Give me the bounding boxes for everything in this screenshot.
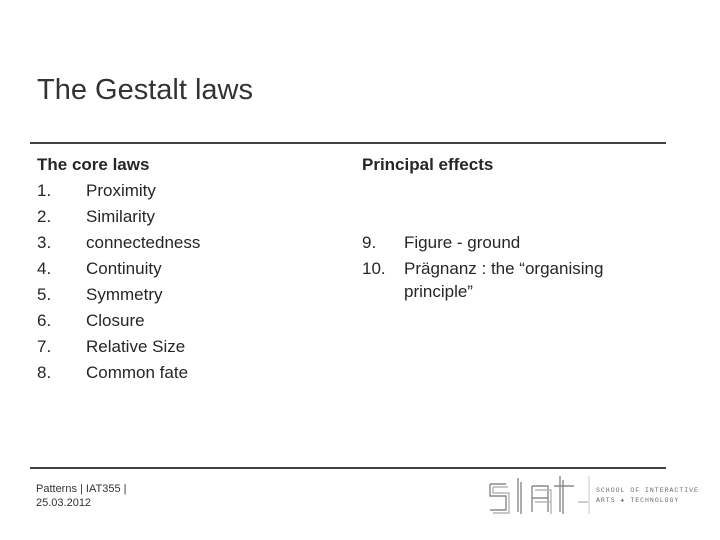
list-item (37, 308, 327, 334)
list-item-text: Proximity (86, 181, 156, 200)
principal-effects-column (362, 152, 662, 303)
list-item-number: 5. (37, 285, 52, 304)
slide-title: The Gestalt laws (37, 74, 253, 106)
principal-effects-heading: Principal effects (362, 155, 494, 174)
list-item-number: 6. (37, 311, 52, 330)
core-laws-heading: The core laws (37, 155, 150, 174)
list-item-text: Figure - ground (404, 233, 521, 252)
list-item-number: 1. (37, 181, 52, 200)
list-item-text: Similarity (86, 207, 155, 226)
list-item (37, 204, 327, 230)
list-item-number: 3. (37, 233, 52, 252)
list-item-number: 4. (37, 259, 52, 278)
logo-tagline (596, 486, 699, 506)
list-item-number: 10. (362, 259, 386, 278)
list-item-number: 2. (37, 207, 52, 226)
list-item (37, 334, 327, 360)
logo-tagline-line2: ARTS ✚ TECHNOLOGY (596, 497, 680, 504)
footer-date: 25.03.2012 (36, 497, 92, 509)
list-item (37, 360, 327, 386)
footer-info (36, 482, 127, 510)
list-item-text: Closure (86, 311, 145, 330)
logo-tagline-line1: SCHOOL OF INTERACTIVE (596, 487, 699, 494)
list-item-text: Common fate (86, 363, 189, 382)
list-item-text: Symmetry (86, 285, 163, 304)
list-item-text: connectedness (86, 233, 201, 252)
siat-logo (488, 472, 590, 521)
list-item (37, 256, 327, 282)
core-laws-column (37, 152, 327, 386)
footer-divider (30, 467, 666, 469)
list-item-text: Prägnanz : the “organising principle” (404, 259, 604, 301)
list-item (362, 230, 662, 256)
list-item (362, 256, 662, 303)
list-item (37, 230, 327, 256)
siat-wordmark-icon (488, 472, 590, 516)
list-item-number: 7. (37, 337, 52, 356)
footer-course: Patterns | IAT355 | (36, 483, 127, 495)
list-item (37, 282, 327, 308)
title-divider (30, 142, 666, 144)
list-item-text: Continuity (86, 259, 162, 278)
list-item-number: 8. (37, 363, 52, 382)
list-item (37, 178, 327, 204)
list-item-number: 9. (362, 233, 377, 252)
column-spacer (362, 178, 662, 230)
list-item-text: Relative Size (86, 337, 186, 356)
